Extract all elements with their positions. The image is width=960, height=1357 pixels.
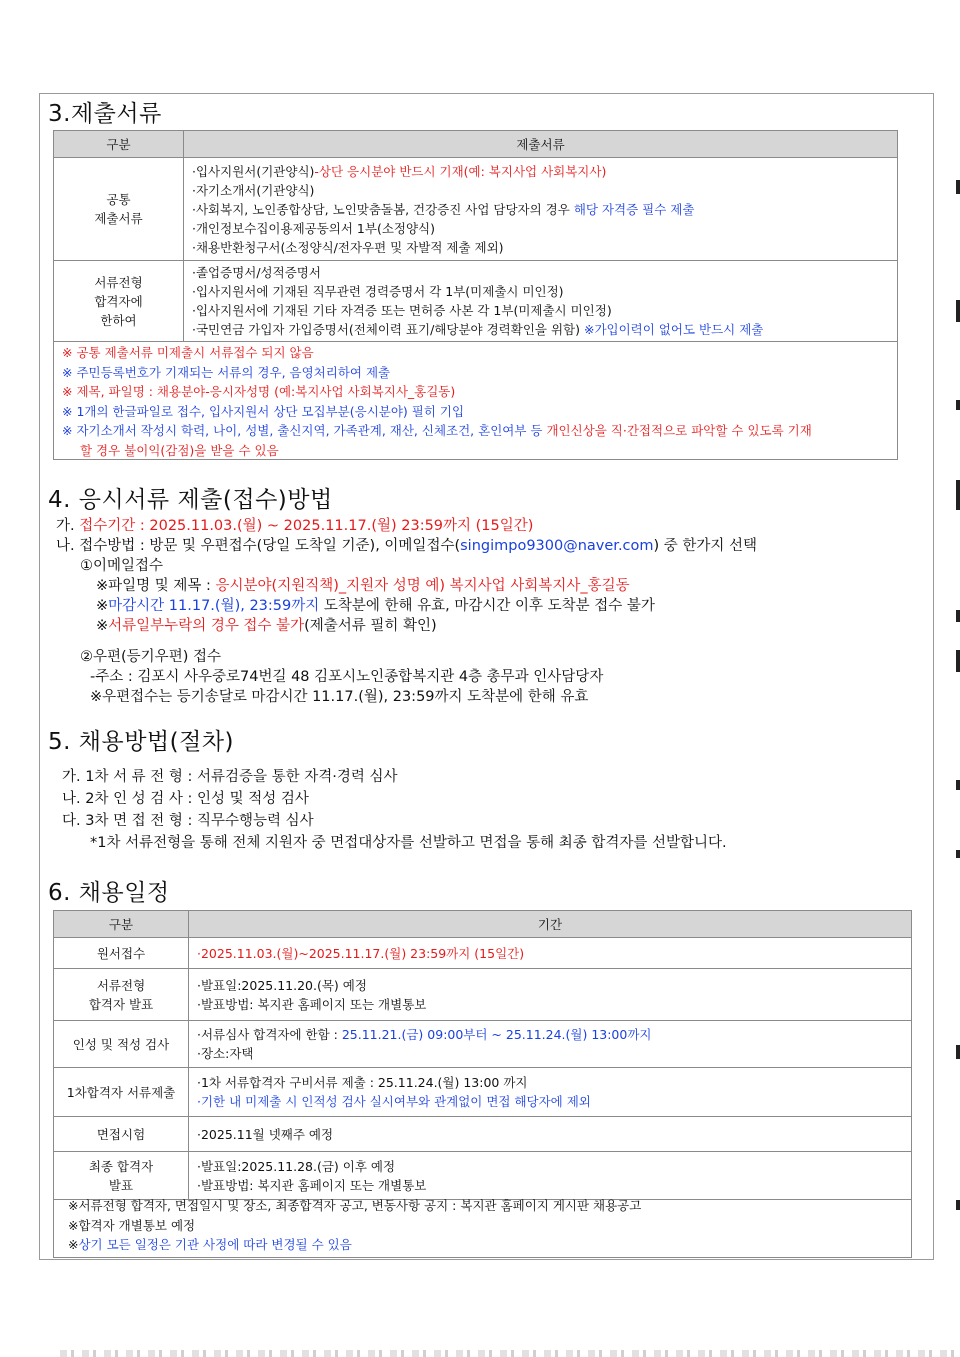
- procedure-step: 가. 1차 서 류 전 형 : 서류검증을 통한 자격·경력 심사: [62, 769, 398, 785]
- schedule-content: ·서류심사 합격자에 한함 : 25.11.21.(금) 09:00부터 ~ 25.11.24.(월) 13:00까지 ·장소:자택: [189, 1021, 912, 1068]
- schedule-content: ·1차 서류합격자 구비서류 제출 : 25.11.24.(월) 13:00 까지 ·기한 내 미제출 시 인적성 검사 실시여부와 관계없이 면접 해당자에 제외: [189, 1068, 912, 1117]
- doc-item: ·입사지원서에 기재된 직무관련 경력증명서 각 1부(미제출시 미인정): [192, 284, 564, 299]
- section-3-title: 3.제출서류: [48, 101, 162, 127]
- post-note: ※우편접수는 등기송달로 마감시간 11.17.(월), 23:59까지 도착분에 한해 유효: [90, 689, 589, 705]
- schedule-label: 면접시험: [54, 1117, 189, 1152]
- section-6-title: 6. 채용일정: [48, 880, 170, 906]
- email-note-1: ※파일명 및 제목 : 응시분야(지원직책)_지원자 성명 예) 복지사업 사회복지사_홍길동: [96, 578, 630, 594]
- email-title: ①이메일접수: [80, 558, 164, 574]
- note-item: ※ 1개의 한글파일로 접수, 입사지원서 상단 모집부분(응시분야) 필히 기입: [62, 403, 465, 419]
- post-address: -주소 : 김포시 사우중로74번길 48 김포시노인종합복지관 4층 총무과 인사담당자: [90, 669, 604, 685]
- schedule-label: 1차합격자 서류제출: [54, 1068, 189, 1117]
- edge-marks: [954, 0, 960, 1357]
- schedule-label: 인성 및 적성 검사: [54, 1021, 189, 1068]
- col-header-category: 구분: [54, 131, 184, 158]
- passed-documents-list: [184, 261, 898, 342]
- period-line: 가. 접수기간 : 2025.11.03.(월) ~ 2025.11.17.(월) 23:59까지 (15일간): [56, 518, 534, 534]
- email-note-3: ※서류일부누락의 경우 접수 불가(제출서류 필히 확인): [96, 618, 437, 634]
- note-item: ※ 자기소개서 작성시 학력, 나이, 성별, 출신지역, 가족관계, 재산, 신체조건, 혼인여부 등 개인신상을 직·간접적으로 파악할 수 있도록 기재: [62, 423, 812, 438]
- col-header-period: 기간: [189, 911, 912, 938]
- procedure-step: 나. 2차 인 성 검 사 : 인성 및 적성 검사: [62, 791, 309, 807]
- schedule-label: 원서접수: [54, 938, 189, 969]
- row-label-passed-applicants: 서류전형 합격자에 한하여: [54, 261, 184, 342]
- col-header-documents: 제출서류: [184, 131, 898, 158]
- email-address[interactable]: singimpo9300@naver.com: [460, 538, 654, 554]
- procedure-step: 다. 3차 면 접 전 형 : 직무수행능력 심사: [62, 813, 314, 829]
- method-line: 나. 접수방법 : 방문 및 우편접수(당일 도착일 기준), 이메일접수(singimpo9300@naver.com) 중 한가지 선택: [56, 538, 758, 554]
- doc-item: ·졸업증명서/성적증명서: [192, 265, 321, 280]
- doc-item: ·사회복지, 노인종합상담, 노인맞춤돌봄, 건강증진 사업 담당자의 경우 해당 자격증 필수 제출: [192, 201, 695, 217]
- section-4-title: 4. 응시서류 제출(접수)방법: [48, 487, 333, 513]
- section-5-title: 5. 채용방법(절차): [48, 729, 235, 755]
- note-item: ※상기 모든 일정은 기관 사정에 따라 변경될 수 있음: [68, 1237, 352, 1252]
- common-documents-list: [184, 158, 898, 261]
- procedure-note: *1차 서류전형을 통해 전체 지원자 중 면접대상자를 선발하고 면접을 통해 최종 합격자를 선발합니다.: [90, 835, 727, 851]
- note-item: ※합격자 개별통보 예정: [68, 1217, 196, 1233]
- col-header-category: 구분: [54, 911, 189, 938]
- note-item: 할 경우 불이익(감점)을 받을 수 있음: [80, 442, 279, 458]
- email-note-2: ※마감시간 11.17.(월), 23:59까지 도착분에 한해 유효, 마감시간 이후 도착분 접수 불가: [96, 598, 655, 614]
- schedule-content: ·발표일:2025.11.20.(목) 예정 ·발표방법: 복지관 홈페이지 또는 개별통보: [189, 969, 912, 1021]
- documents-notes: [62, 343, 812, 460]
- schedule-content: ·발표일:2025.11.28.(금) 이후 예정 ·발표방법: 복지관 홈페이지 또는 개별통보: [189, 1152, 912, 1200]
- doc-item: ·입사지원서에 기재된 기타 자격증 또는 면허증 사본 각 1부(미제출시 미인정): [192, 303, 612, 318]
- doc-item: ·국민연금 가입자 가입증명서(전체이력 표기/해당분야 경력확인을 위함) ※가입이력이 없어도 반드시 제출: [192, 322, 764, 337]
- note-item: ※ 주민등록번호가 기재되는 서류의 경우, 음영처리하여 제출: [62, 364, 391, 380]
- doc-item: ·입사지원서(기관양식)-상단 응시분야 반드시 기재(예: 복지사업 사회복지사): [192, 163, 607, 179]
- doc-item: ·개인정보수집이용제공동의서 1부(소정양식): [192, 220, 436, 236]
- note-item: ※ 공통 제출서류 미제출시 서류접수 되지 않음: [62, 345, 314, 360]
- schedule-label: 최종 합격자 발표: [54, 1152, 189, 1200]
- schedule-notes: [68, 1196, 641, 1255]
- doc-item: ·자기소개서(기관양식): [192, 182, 315, 198]
- schedule-content: ·2025.11월 넷째주 예정: [189, 1117, 912, 1152]
- bottom-smudge: [60, 1350, 960, 1357]
- post-title: ②우편(등기우편) 접수: [80, 649, 221, 665]
- schedule-content: ·2025.11.03.(월)~2025.11.17.(월) 23:59까지 (15일간): [189, 938, 912, 969]
- doc-item: ·채용반환청구서(소정양식/전자우편 및 자발적 제출 제외): [192, 239, 504, 255]
- row-label-common: 공통 제출서류: [54, 158, 184, 261]
- note-item: ※서류전형 합격자, 면접일시 및 장소, 최종합격자 공고, 변동사항 공지 : 복지관 홈페이지 게시판 채용공고: [68, 1198, 642, 1213]
- note-item: ※ 제목, 파일명 : 채용분야-응시자성명 (예:복지사업 사회복지사_홍길동): [62, 384, 456, 399]
- schedule-label: 서류전형 합격자 발표: [54, 969, 189, 1021]
